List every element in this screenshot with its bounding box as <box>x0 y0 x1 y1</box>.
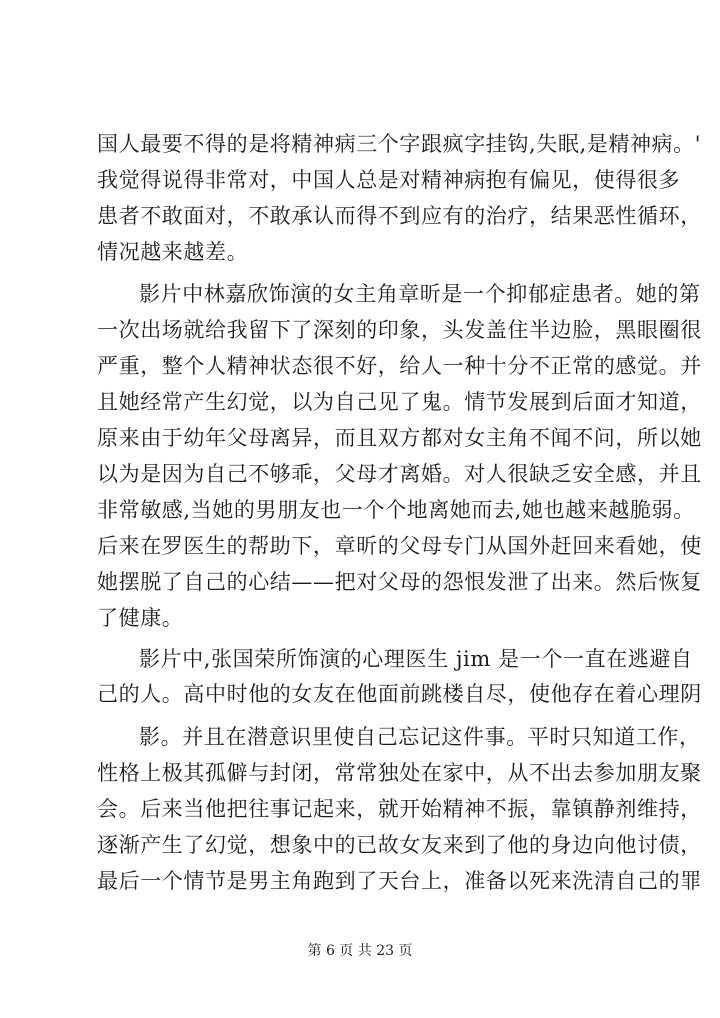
text-line-7: 严重，整个人精神状态很不好，给人一种十分不正常的感觉。并 <box>97 354 702 378</box>
text-line-14: 了健康。 <box>97 606 184 630</box>
text-line-12: 后来在罗医生的帮助下，章昕的父母专门从国外赶回来看她，使 <box>97 534 702 558</box>
text-line-19: 会。后来当他把往事记起来，就开始精神不振，靠镇静剂维持， <box>97 797 702 821</box>
text-line-8: 且她经常产生幻觉，以为自己见了鬼。情节发展到后面才知道， <box>97 390 702 414</box>
text-line-11: 非常敏感,当她的男朋友也一个个地离她而去,她也越来越脆弱。 <box>97 498 695 522</box>
text-line-20: 逐渐产生了幻觉，想象中的已故女友来到了他的身边向他讨债， <box>97 833 702 857</box>
text-line-18: 性格上极其孤僻与封闭，常常独处在家中，从不出去参加朋友聚 <box>97 761 702 785</box>
text-line-4: 情况越来越差。 <box>97 240 249 264</box>
text-line-21: 最后一个情节是男主角跑到了天台上，准备以死来洗清自己的罪 <box>97 869 702 893</box>
paragraph-2-first-line: 影片中林嘉欣饰演的女主角章昕是一个抑郁症患者。她的第 <box>139 282 701 306</box>
text-line-17: 影。并且在潜意识里使自己忘记这件事。平时只知道工作， <box>139 725 701 749</box>
page-number-footer: 第 6 页 共 23 页 <box>307 943 413 959</box>
text-line-2: 我觉得说得非常对，中国人总是对精神病抱有偏见，使得很多 <box>97 168 681 192</box>
text-line-9: 原来由于幼年父母离异，而且双方都对女主角不闻不问，所以她 <box>97 426 702 450</box>
text-line-1: 国人最要不得的是将精神病三个字跟疯字挂钩,失眠,是精神病。' <box>97 132 702 156</box>
text-line-16: 己的人。高中时他的女友在他面前跳楼自尽，使他存在着心理阴 <box>97 682 702 706</box>
text-line-10: 以为是因为自己不够乖，父母才离婚。对人很缺乏安全感，并且 <box>97 462 702 486</box>
text-line-13: 她摆脱了自己的心结——把对父母的怨恨发泄了出来。然后恢复 <box>97 570 702 594</box>
paragraph-3-first-line: 影片中,张国荣所饰演的心理医生 jim 是一个一直在逃避自 <box>139 647 693 671</box>
text-line-3: 患者不敢面对，不敢承认而得不到应有的治疗，结果恶性循环， <box>97 204 702 228</box>
text-line-6: 一次出场就给我留下了深刻的印象，头发盖住半边脸，黑眼圈很 <box>97 318 702 342</box>
